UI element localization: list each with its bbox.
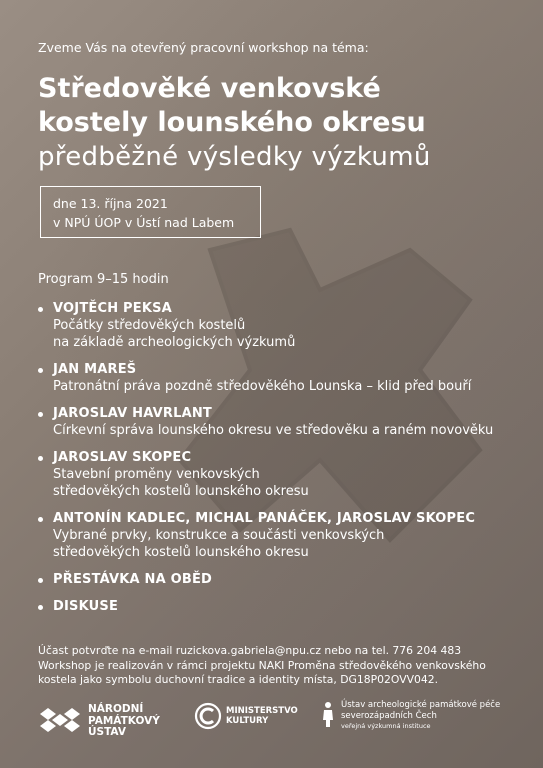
speaker-name: ANTONÍN KADLEC, MICHAL PANÁČEK, JAROSLAV SKOPEC <box>53 511 476 526</box>
speaker-item <box>38 510 493 561</box>
logo-strip <box>38 700 508 745</box>
title-line-2: kostely lounského okresu <box>38 107 426 138</box>
speaker-name: VOJTĚCH PEKSA <box>53 301 172 316</box>
uapp-logo <box>320 700 500 732</box>
npu-logo-line: PAMÁTKOVÝ <box>88 714 160 727</box>
talk-title-line: Vybrané prvky, konstrukce a součásti venkovských <box>53 528 385 543</box>
talk-title-line: Počátky středověkých kostelů <box>53 318 246 333</box>
speaker-list <box>38 300 493 615</box>
talk-title-line: Stavební proměny venkovských <box>53 467 260 482</box>
venue-text: v NPÚ ÚOP v Ústí nad Labem <box>53 215 235 230</box>
program-hours: Program 9–15 hodin <box>38 272 169 287</box>
ministry-logo-text <box>226 706 298 726</box>
speaker-item <box>38 405 493 439</box>
ministry-logo-line: KULTURY <box>226 716 269 726</box>
speaker-item <box>38 300 493 351</box>
npu-logo <box>38 704 160 739</box>
uapp-logo-line: severozápadních Čech <box>341 710 437 721</box>
footer-project-line: Workshop je realizován v rámci projektu NAKI Proměna středověkého venkovského <box>38 658 486 672</box>
uapp-logo-line: Ústav archeologické památkové péče <box>341 700 501 710</box>
lunch-break-item <box>38 571 493 588</box>
ministry-logo-line: MINISTERSTVO <box>226 706 298 716</box>
speaker-name: JAROSLAV SKOPEC <box>53 450 192 465</box>
speaker-item <box>38 449 493 500</box>
lunch-break-label: PŘESTÁVKA NA OBĚD <box>53 572 213 587</box>
discussion-item <box>38 598 493 615</box>
invitation-text: Zveme Vás na otevřený pracovní workshop na téma: <box>38 40 369 55</box>
npu-logo-line: ÚSTAV <box>88 726 126 738</box>
speaker-item <box>38 361 493 395</box>
talk-title-line: na základě archeologických výzkumů <box>53 335 296 350</box>
date-text: dne 13. října 2021 <box>53 196 168 211</box>
talk-title-line: Církevní správa lounského okresu ve středověku a raném novověku <box>53 423 494 438</box>
ministry-culture-logo <box>194 702 298 730</box>
talk-title-line: středověkých kostelů lounského okresu <box>53 545 309 560</box>
discussion-label: DISKUSE <box>53 599 119 614</box>
ministry-emblem-icon <box>194 702 222 730</box>
speaker-name: JAN MAREŠ <box>53 362 137 377</box>
title-line-1: Středověké venkovské <box>38 73 381 104</box>
footer-info <box>38 644 486 688</box>
speaker-name: JAROSLAV HAVRLANT <box>53 406 212 421</box>
date-box <box>40 186 261 238</box>
uapp-figure-icon <box>320 700 336 728</box>
npu-logo-line: NÁRODNÍ <box>88 703 144 715</box>
workshop-subtitle: předběžné výsledky výzkumů <box>38 142 431 172</box>
talk-title-line: Patronátní práva pozdně středověkého Lounska – klid před bouří <box>53 379 472 394</box>
workshop-title <box>38 72 426 140</box>
footer-project-line: kostela jako symbolu duchovní tradice a identity místa, DG18P02OVV042. <box>38 673 439 686</box>
footer-contact: Účast potvrďte na e-mail ruzickova.gabriela@npu.cz nebo na tel. 776 204 483 <box>38 644 462 657</box>
talk-title-line: středověkých kostelů lounského okresu <box>53 484 309 499</box>
uapp-logo-text <box>341 700 500 732</box>
npu-logo-text <box>88 704 160 739</box>
uapp-logo-subline: veřejná výzkumná instituce <box>341 722 431 730</box>
npu-emblem-icon <box>38 706 82 736</box>
